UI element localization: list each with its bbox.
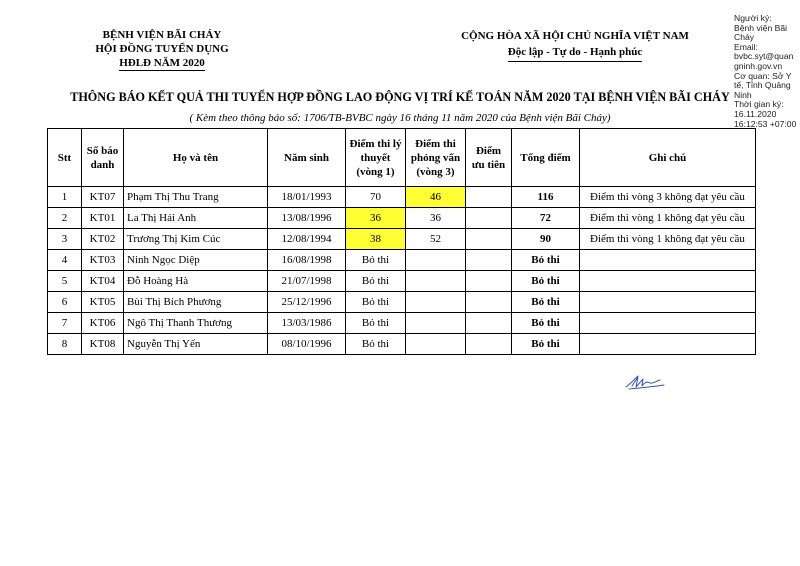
theory-score-cell: 70: [346, 187, 406, 208]
national-title: CỘNG HÒA XÃ HỘI CHỦ NGHĨA VIỆT NAM: [461, 30, 689, 42]
total-score-cell: Bỏ thi: [512, 250, 580, 271]
full-name-cell: Nguyễn Thị Yến: [124, 334, 268, 355]
interview-score-cell: [406, 292, 466, 313]
total-score-cell: Bỏ thi: [512, 334, 580, 355]
table-row: [48, 229, 756, 250]
priority-score-cell: [466, 187, 512, 208]
column-header: Điểm ưu tiên: [466, 129, 512, 187]
theory-score-cell: 36: [346, 208, 406, 229]
full-name-cell: Phạm Thị Thu Trang: [124, 187, 268, 208]
total-score-cell: Bỏ thi: [512, 313, 580, 334]
signer-line: Bệnh viện Bãi Cháy: [734, 22, 788, 43]
issuer-council: HỘI ĐỒNG TUYỂN DỤNG: [95, 43, 229, 55]
theory-score-cell: Bỏ thi: [346, 292, 406, 313]
total-score-cell: 116: [512, 187, 580, 208]
table-header-row: [48, 129, 756, 187]
birth-date-cell: 25/12/1996: [268, 292, 346, 313]
birth-date-cell: 08/10/1996: [268, 334, 346, 355]
priority-score-cell: [466, 271, 512, 292]
theory-score-cell: Bỏ thi: [346, 313, 406, 334]
birth-date-cell: 16/08/1998: [268, 250, 346, 271]
interview-score-cell: [406, 271, 466, 292]
signer-line: Email:: [734, 41, 758, 52]
candidate-number-cell: KT05: [82, 292, 124, 313]
priority-score-cell: [466, 250, 512, 271]
signer-line: Cơ quan: Sở Y tế, Tỉnh Quảng Ninh: [734, 70, 792, 100]
stt-cell: 2: [48, 208, 82, 229]
total-score-cell: Bỏ thi: [512, 292, 580, 313]
total-score-cell: 72: [512, 208, 580, 229]
document-subtitle: ( Kèm theo thông báo số: 1706/TB-BVBC ngày 16 tháng 11 năm 2020 của Bệnh viện Bãi Cháy): [189, 112, 611, 124]
interview-score-cell: 36: [406, 208, 466, 229]
birth-date-cell: 13/08/1996: [268, 208, 346, 229]
note-cell: [580, 271, 756, 292]
birth-date-cell: 12/08/1994: [268, 229, 346, 250]
note-cell: [580, 250, 756, 271]
priority-score-cell: [466, 229, 512, 250]
column-header: Điểm thi phỏng vấn (vòng 3): [406, 129, 466, 187]
note-cell: Điểm thi vòng 3 không đạt yêu cầu: [580, 187, 756, 208]
table-row: [48, 313, 756, 334]
theory-score-cell: Bỏ thi: [346, 250, 406, 271]
results-table: [47, 128, 756, 355]
column-header: Họ và tên: [124, 129, 268, 187]
note-cell: Điểm thi vòng 1 không đạt yêu cầu: [580, 229, 756, 250]
candidate-number-cell: KT04: [82, 271, 124, 292]
table-row: [48, 292, 756, 313]
stt-cell: 3: [48, 229, 82, 250]
table-row: [48, 250, 756, 271]
stt-cell: 4: [48, 250, 82, 271]
stt-cell: 7: [48, 313, 82, 334]
candidate-number-cell: KT07: [82, 187, 124, 208]
priority-score-cell: [466, 208, 512, 229]
handwritten-signature: [624, 368, 666, 390]
signer-line: Người ký:: [734, 13, 772, 23]
interview-score-cell: 52: [406, 229, 466, 250]
column-header: Stt: [48, 129, 82, 187]
candidate-number-cell: KT02: [82, 229, 124, 250]
priority-score-cell: [466, 334, 512, 355]
national-motto: Độc lập - Tự do - Hạnh phúc: [508, 44, 642, 62]
column-header: Ghi chú: [580, 129, 756, 187]
candidate-number-cell: KT01: [82, 208, 124, 229]
signer-line: bvbc.syt@quangninh.gov.vn: [734, 51, 794, 71]
birth-date-cell: 13/03/1986: [268, 313, 346, 334]
note-cell: [580, 292, 756, 313]
full-name-cell: Ngô Thị Thanh Thương: [124, 313, 268, 334]
candidate-number-cell: KT06: [82, 313, 124, 334]
total-score-cell: Bỏ thi: [512, 271, 580, 292]
full-name-cell: Ninh Ngọc Diệp: [124, 250, 268, 271]
interview-score-cell: 46: [406, 187, 466, 208]
column-header: Điểm thi lý thuyết (vòng 1): [346, 129, 406, 187]
table-row: [48, 187, 756, 208]
interview-score-cell: [406, 250, 466, 271]
table-row: [48, 334, 756, 355]
theory-score-cell: 38: [346, 229, 406, 250]
full-name-cell: Bùi Thị Bích Phương: [124, 292, 268, 313]
priority-score-cell: [466, 313, 512, 334]
priority-score-cell: [466, 292, 512, 313]
full-name-cell: Đỗ Hoàng Hà: [124, 271, 268, 292]
column-header: Năm sinh: [268, 129, 346, 187]
interview-score-cell: [406, 313, 466, 334]
full-name-cell: Trương Thị Kim Cúc: [124, 229, 268, 250]
document-title: THÔNG BÁO KẾT QUẢ THI TUYỂN HỢP ĐỒNG LAO ĐỘNG VỊ TRÍ KẾ TOÁN NĂM 2020 TẠI BỆNH VIỆN BÃI CHÁY: [70, 90, 730, 104]
table-row: [48, 208, 756, 229]
column-header: Tổng điểm: [512, 129, 580, 187]
national-header: [440, 28, 710, 62]
theory-score-cell: Bỏ thi: [346, 271, 406, 292]
birth-date-cell: 21/07/1998: [268, 271, 346, 292]
signer-line: Thời gian ký: 16.11.2020 16:12:53 +07:00: [734, 99, 797, 129]
issuer-header: [62, 28, 262, 71]
issuer-contract-year: HĐLĐ NĂM 2020: [119, 57, 205, 69]
stt-cell: 8: [48, 334, 82, 355]
stt-cell: 5: [48, 271, 82, 292]
column-header: Số báo danh: [82, 129, 124, 187]
stt-cell: 1: [48, 187, 82, 208]
note-cell: [580, 313, 756, 334]
note-cell: Điểm thi vòng 1 không đạt yêu cầu: [580, 208, 756, 229]
full-name-cell: La Thị Hải Anh: [124, 208, 268, 229]
candidate-number-cell: KT08: [82, 334, 124, 355]
stt-cell: 6: [48, 292, 82, 313]
total-score-cell: 90: [512, 229, 580, 250]
note-cell: [580, 334, 756, 355]
issuer-hospital: BỆNH VIỆN BÃI CHÁY: [102, 29, 222, 41]
theory-score-cell: Bỏ thi: [346, 334, 406, 355]
candidate-number-cell: KT03: [82, 250, 124, 271]
table-row: [48, 271, 756, 292]
birth-date-cell: 18/01/1993: [268, 187, 346, 208]
interview-score-cell: [406, 334, 466, 355]
table-body: [48, 187, 756, 355]
